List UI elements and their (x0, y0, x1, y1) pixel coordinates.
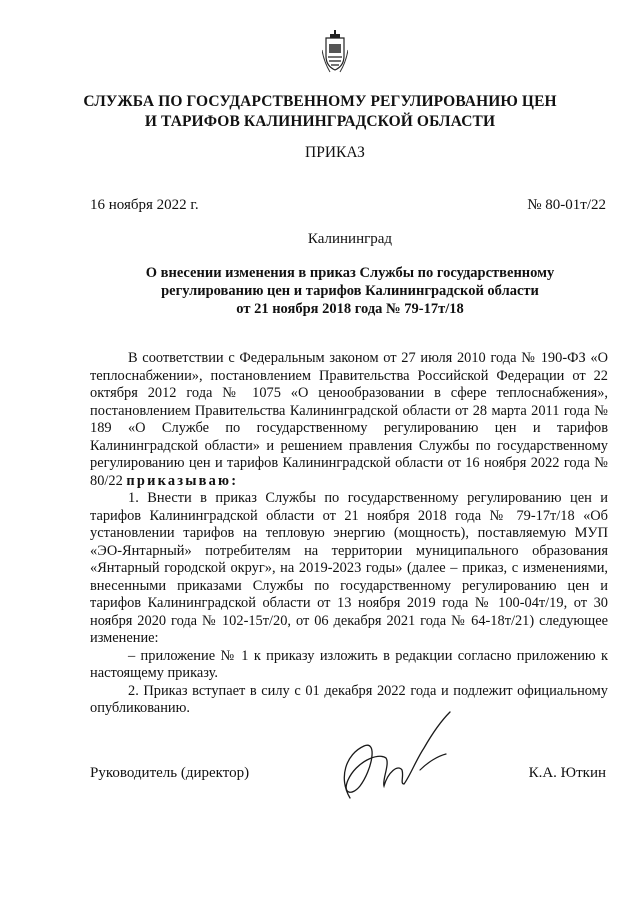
city-name: Калининград (307, 231, 393, 247)
preamble-text: В соответствии с Федеральным законом от 27 июля 2010 года № 190-ФЗ «О теплоснабжении», постановлением Правительства Российской Федерации от 22 октября 2012 года № 1075 «О ценообразовании в сфере теплоснабжения», постановлением Правительства Калининградской области от 28 марта 2011 года № 189 «О Службе по государственному регулированию цен и тарифов Калининградской области» и решением правления Службы по государственному регулированию цен и тарифов Калининградской области от 16 ноября 2022 года № 80/22 (90, 350, 608, 489)
paragraph-preamble (90, 350, 608, 490)
coat-of-arms-icon (322, 30, 348, 76)
paragraph-item-1: 1. Внести в приказ Службы по государственному регулированию цен и тарифов Калининградской области от 21 ноября 2018 года № 79-17т/18 «Об установлении тарифов на тепловую энергию (мощность), поставляемую МУП «ЭО-Янтарный» потребителям на территории муниципального образования «Янтарный городской округ», на 2019-2023 годы» (далее – приказ, с изменениями, внесенными приказами Службы по государственному регулированию цен и тарифов Калининградской области от 13 ноября 2019 года № 100-04т/19, от 30 ноября 2020 года № 102-15т/20, от 06 декабря 2021 года № 64-18т/21) следующее изменение: (90, 490, 608, 646)
organization-name (60, 92, 580, 132)
handwritten-signature (320, 700, 460, 820)
paragraph-item-2: 2. Приказ вступает в силу с 01 декабря 2022 года и подлежит официальному опубликованию. (90, 682, 608, 716)
document-type: ПРИКАЗ (305, 144, 365, 161)
org-line-2: И ТАРИФОВ КАЛИНИНГРАДСКОЙ ОБЛАСТИ (144, 113, 496, 130)
subject-line-2: регулированию цен и тарифов Калининградской области (161, 283, 539, 299)
document-body (90, 350, 608, 718)
org-line-1: СЛУЖБА ПО ГОСУДАРСТВЕННОМУ РЕГУЛИРОВАНИЮ ЦЕН (83, 93, 557, 110)
signatory-name: К.А. Юткин (528, 765, 606, 781)
paragraph-change: – приложение № 1 к приказу изложить в редакции согласно приложению к настоящему приказу. (90, 647, 608, 681)
document-subject (90, 264, 610, 318)
subject-line-3: от 21 ноября 2018 года № 79-17т/18 (236, 301, 464, 317)
document-date: 16 ноября 2022 г. (90, 197, 199, 213)
order-word: приказываю: (126, 472, 239, 489)
document-number: № 80-01т/22 (527, 197, 606, 213)
subject-line-1: О внесении изменения в приказ Службы по государственному (145, 265, 555, 281)
signatory-position: Руководитель (директор) (90, 765, 250, 781)
